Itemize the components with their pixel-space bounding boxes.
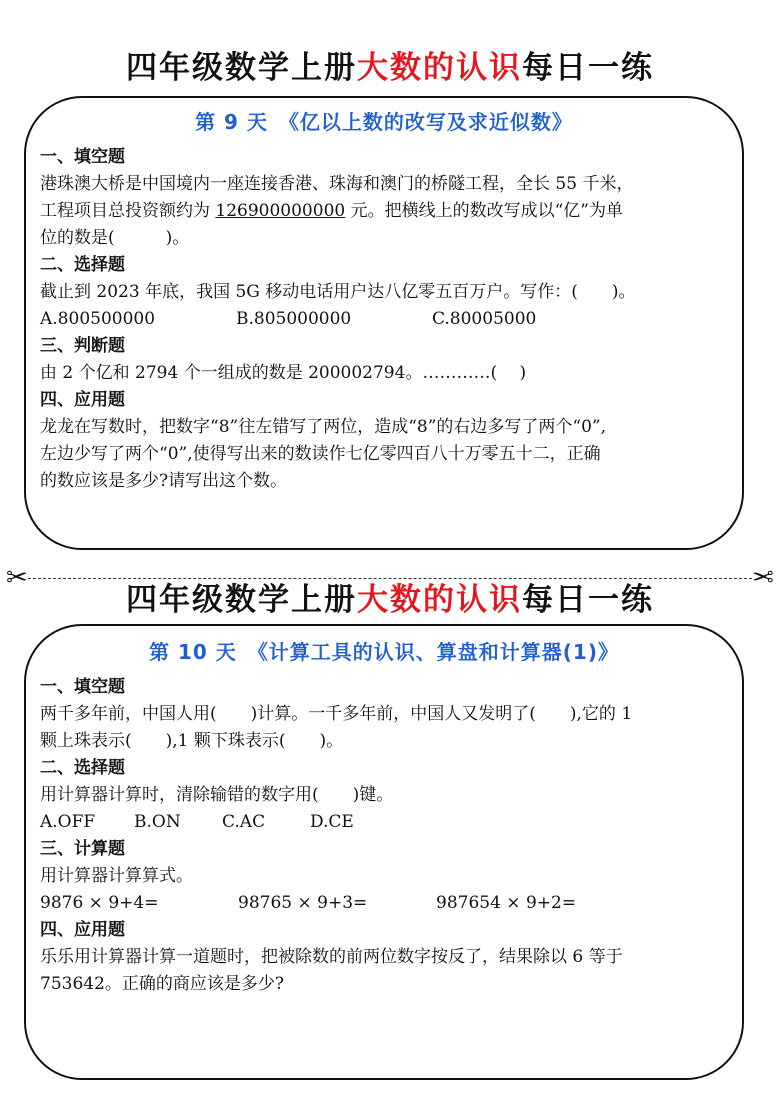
title-text: 每日一练 [522, 582, 654, 618]
title-text: 四年级数学上册 [126, 582, 357, 618]
q1-text: 港珠澳大桥是中国境内一座连接香港、珠海和澳门的桥隧工程，全长 55 千米， [40, 174, 634, 194]
q1-text-part: 工程项目总投资额约为 [40, 201, 216, 221]
q3-text: 用计算器计算算式。 [40, 866, 193, 886]
option-c: C.80005000 [432, 309, 537, 329]
card-content [40, 674, 732, 998]
q1-text-part: 元。把横线上的数改写成以“亿”为单 [345, 201, 623, 221]
dashed-divider [28, 578, 752, 579]
q1-text [40, 198, 732, 225]
q1-text: 两千多年前，中国人用( )计算。一千多年前，中国人又发明了( ),它的 1 [40, 704, 633, 724]
q1-heading: 一、填空题 [40, 677, 125, 697]
option-a: A.OFF [40, 812, 96, 832]
q4-text: 753642。正确的商应该是多少? [40, 974, 285, 994]
option-c: C.AC [222, 812, 266, 832]
underlined-number: 126900000000 [215, 201, 346, 221]
page-title-2 [0, 580, 780, 620]
q4-heading: 四、应用题 [40, 390, 125, 410]
title-text: 每日一练 [522, 50, 654, 86]
option-b: B.805000000 [236, 309, 352, 329]
q2-options [40, 809, 732, 836]
option-d: D.CE [310, 812, 354, 832]
q2-heading: 二、选择题 [40, 758, 125, 778]
title-highlight: 大数的认识 [357, 50, 522, 86]
option-b: B.ON [134, 812, 181, 832]
exercise-card-day9 [24, 96, 744, 550]
q3-text: 由 2 个亿和 2794 个一组成的数是 200002794。…………( ) [40, 363, 527, 383]
exercise-card-day10 [24, 624, 744, 1080]
card-subtitle: 第 9 天 《亿以上数的改写及求近似数》 [195, 110, 573, 134]
q1-heading: 一、填空题 [40, 147, 125, 167]
q2-text: 截止到 2023 年底，我国 5G 移动电话用户达八亿零五百万户。写作：( )。 [40, 282, 636, 302]
q1-text: 位的数是( )。 [40, 228, 190, 248]
page-title-1 [0, 48, 780, 88]
scissors-icon: ✂ [752, 563, 774, 593]
card-subtitle: 第 10 天 《计算工具的认识、算盘和计算器(1)》 [149, 640, 619, 664]
q2-heading: 二、选择题 [40, 255, 125, 275]
title-text: 四年级数学上册 [126, 50, 357, 86]
q3-heading: 三、判断题 [40, 336, 125, 356]
title-highlight: 大数的认识 [357, 582, 522, 618]
q4-heading: 四、应用题 [40, 920, 125, 940]
q4-text: 乐乐用计算器计算一道题时，把被除数的前两位数字按反了，结果除以 6 等于 [40, 947, 623, 967]
card-content [40, 144, 732, 495]
scissors-icon: ✂ [6, 563, 28, 593]
q4-text: 龙龙在写数时，把数字“8”往左错写了两位，造成“8”的右边多写了两个“0”, [40, 417, 606, 437]
expression-3: 987654 × 9+2= [436, 893, 577, 913]
option-a: A.800500000 [40, 309, 156, 329]
q1-text: 颗上珠表示( ),1 颗下珠表示( )。 [40, 731, 344, 751]
expression-1: 9876 × 9+4= [40, 893, 159, 913]
q2-text: 用计算器计算时，清除输错的数字用( )键。 [40, 785, 394, 805]
q3-heading: 三、计算题 [40, 839, 125, 859]
q4-text: 的数应该是多少?请写出这个数。 [40, 471, 288, 491]
q2-options [40, 306, 732, 333]
q3-expressions [40, 890, 732, 917]
expression-2: 98765 × 9+3= [238, 893, 368, 913]
q4-text: 左边少写了两个“0”,使得写出来的数读作七亿零四百八十万零五十二，正确 [40, 444, 601, 464]
